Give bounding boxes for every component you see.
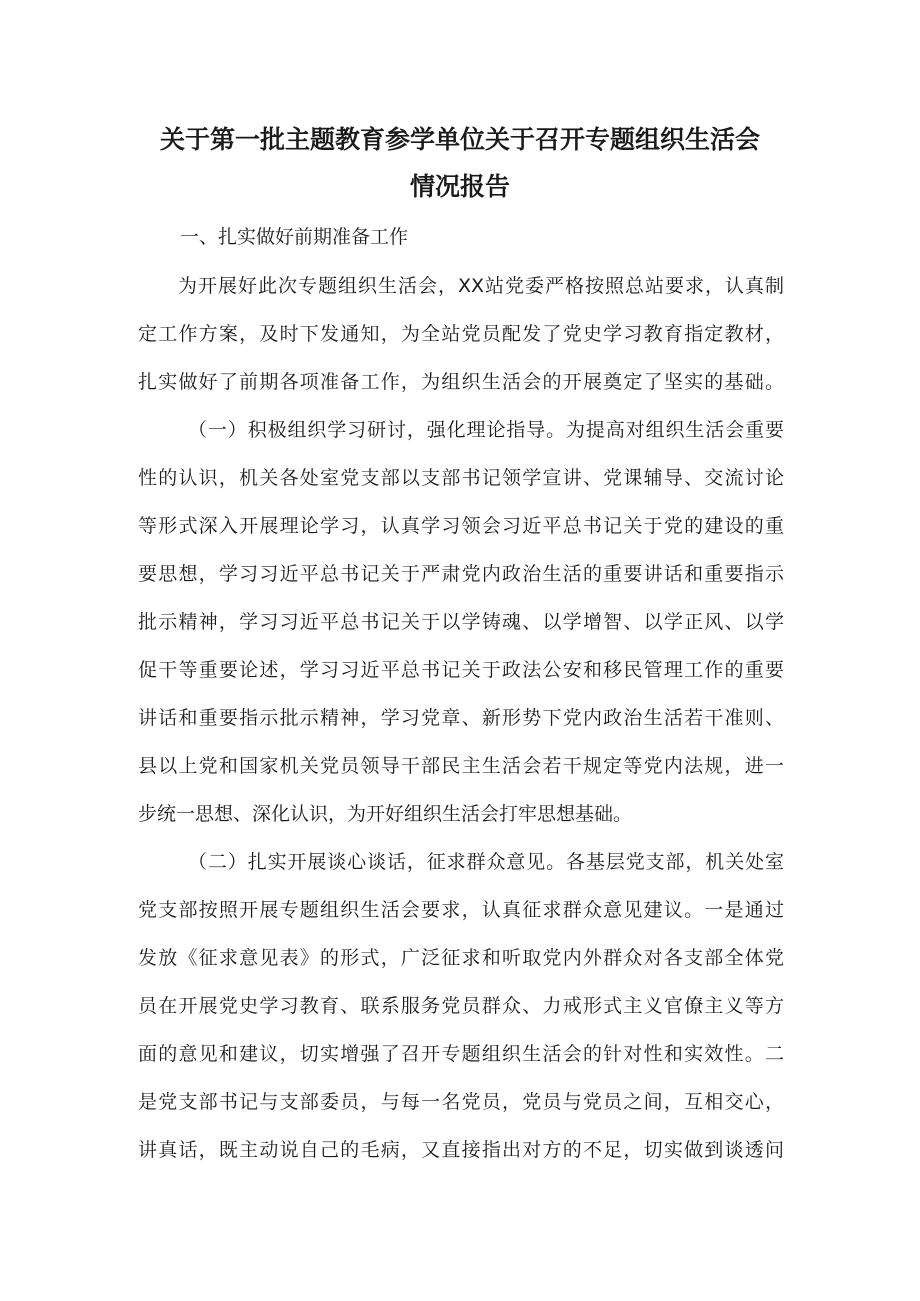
section-heading: 一、扎实做好前期准备工作 bbox=[180, 226, 409, 248]
text-line: 面的意见和建议，切实增强了召开专题组织生活会的针对性和实效性。二 bbox=[138, 1043, 784, 1065]
text-line: 要思想，学习习近平总书记关于严肃党内政治生活的重要讲话和重要指示 bbox=[138, 563, 784, 585]
text-line: （一）积极组织学习研讨，强化理论指导。为提高对组织生活会重要 bbox=[188, 419, 784, 441]
text-line: 步统一思想、深化认识，为开好组织生活会打牢思想基础。 bbox=[138, 803, 633, 825]
text-line: 扎实做好了前期各项准备工作，为组织生活会的开展奠定了坚实的基础。 bbox=[138, 371, 784, 393]
text-line: 促干等重要论述，学习习近平总书记关于政法公安和移民管理工作的重要 bbox=[138, 659, 784, 681]
text-line: 性的认识，机关各处室党支部以支部书记领学宣讲、党课辅导、交流讨论 bbox=[138, 467, 784, 489]
report-title-line-2: 情况报告 bbox=[409, 172, 510, 201]
text-line: 定工作方案，及时下发通知，为全站党员配发了党史学习教育指定教材， bbox=[138, 323, 784, 345]
text-line: 县以上党和国家机关党员领导干部民主生活会若干规定等党内法规，进一 bbox=[138, 755, 784, 777]
text-line: （二）扎实开展谈心谈话，征求群众意见。各基层党支部，机关处室 bbox=[188, 851, 784, 873]
text-line: 讲真话，既主动说自己的毛病，又直接指出对方的不足，切实做到谈透问 bbox=[138, 1139, 784, 1161]
text-line: 讲话和重要指示批示精神，学习党章、新形势下党内政治生活若干准则、 bbox=[138, 707, 784, 729]
report-title-line-1: 关于第一批主题教育参学单位关于召开专题组织生活会 bbox=[159, 125, 760, 154]
text-line: 为开展好此次专题组织生活会，XX站党委严格按照总站要求，认真制 bbox=[178, 275, 784, 297]
text-line: 发放《征求意见表》的形式，广泛征求和听取党内外群众对各支部全体党 bbox=[138, 947, 784, 969]
text-line: 是党支部书记与支部委员，与每一名党员，党员与党员之间，互相交心， bbox=[138, 1091, 784, 1113]
paragraph-preparation bbox=[138, 262, 784, 406]
paragraph-talks bbox=[138, 838, 784, 1174]
text-line: 批示精神，学习习近平总书记关于以学铸魂、以学增智、以学正风、以学 bbox=[138, 611, 784, 633]
text-line: 党支部按照开展专题组织生活会要求，认真征求群众意见建议。一是通过 bbox=[138, 899, 784, 921]
text-line: 等形式深入开展理论学习，认真学习领会习近平总书记关于党的建设的重 bbox=[138, 515, 784, 537]
text-line: 员在开展党史学习教育、联系服务党员群众、力戒形式主义官僚主义等方 bbox=[138, 995, 784, 1017]
paragraph-study bbox=[138, 406, 784, 838]
